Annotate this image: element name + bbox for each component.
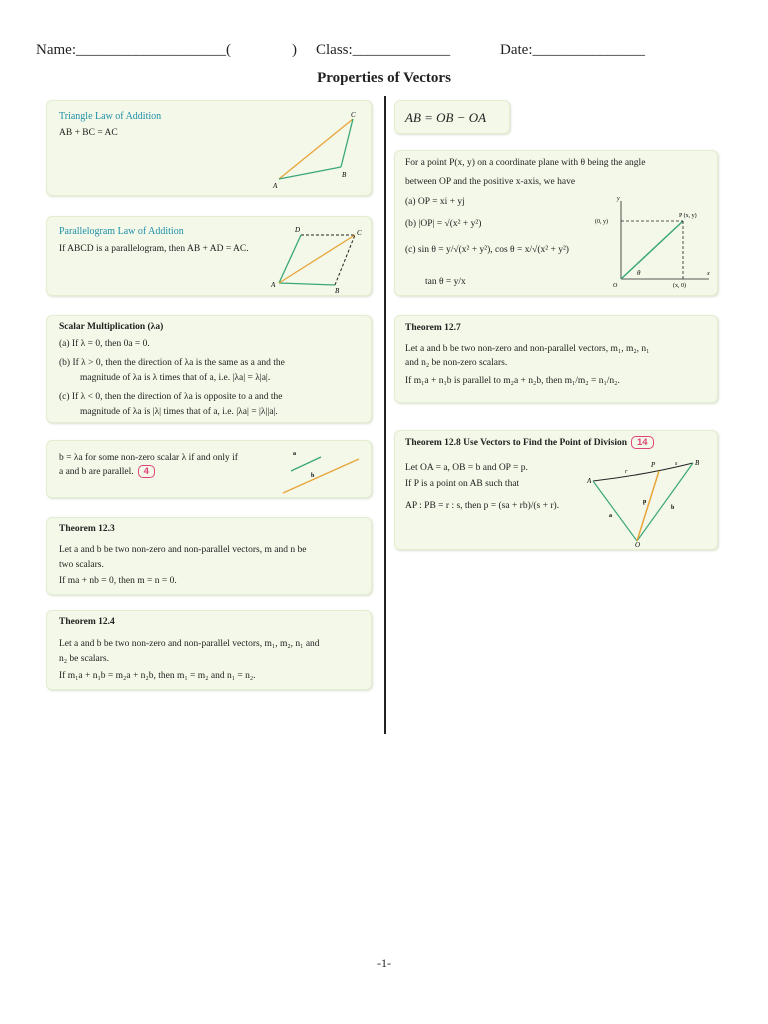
parallel-condition-box — [46, 440, 372, 498]
label-vector-a: a — [293, 451, 296, 457]
vector-op — [621, 221, 683, 279]
ab-formula: AB = OB − OA — [405, 110, 487, 125]
theorem-12-4-line1: Let a and b be two non-zero and non-parallel vectors, m₁, m₂, n₁ and — [59, 639, 320, 649]
theorem-12-3-line2: two scalars. — [59, 560, 104, 570]
scalar-item-a: (a) If λ = 0, then 0a = 0. — [59, 339, 150, 349]
division-label-r: r — [625, 469, 628, 475]
coord-line1: For a point P(x, y) on a coordinate plane with θ being the angle — [405, 158, 646, 168]
triangle-law-title: Triangle Law of Addition — [59, 111, 162, 122]
division-label-p: P — [651, 461, 656, 469]
para-label-c: C — [357, 229, 362, 237]
coord-item-c: (c) sin θ = y/√(x² + y²), cos θ = x/√(x² + y²) — [405, 245, 569, 255]
division-label-a: A — [587, 477, 592, 485]
parallel-condition-text: a and b are parallel. — [59, 467, 134, 477]
triangle-label-a: A — [273, 182, 278, 190]
name-field: Name:____________________( — [36, 42, 231, 58]
theorem-12-3-line3: If ma + nb = 0, then m = n = 0. — [59, 576, 177, 586]
scalar-multiplication-box — [46, 315, 372, 423]
coord-item-a: (a) OP = xi + yj — [405, 197, 465, 207]
theorem-12-4-title: Theorem 12.4 — [59, 617, 115, 627]
vector-a-arrow — [291, 457, 321, 471]
theorem-12-8-title: Theorem 12.8 Use Vectors to Find the Point of Division — [405, 438, 628, 448]
graph-x-zero-label: (x, 0) — [673, 283, 686, 289]
theorem-12-8-heading — [405, 436, 654, 450]
scalar-item-b-line1: (b) If λ > 0, then the direction of λa is the same as a and the — [59, 358, 285, 368]
worksheet-header — [36, 42, 736, 64]
graph-point-p-label: P (x, y) — [679, 213, 697, 219]
division-label-b: B — [695, 459, 700, 467]
vector-op-line — [637, 471, 659, 541]
theorem-12-8-line3: AP : PB = r : s, then p = (sa + rb)/(s + r). — [405, 501, 560, 511]
coord-item-b: (b) |OP| = √(x² + y²) — [405, 219, 482, 229]
theorem-12-7-line1: Let a and b be two non-zero and non-parallel vectors, m₁, m₂, n₁ — [405, 344, 650, 354]
theorem-12-3-box — [46, 517, 372, 595]
scalar-item-b-line2: magnitude of λa is λ times that of a, i.e. |λa| = λ|a|. — [80, 373, 271, 383]
point-of-division-diagram — [585, 453, 709, 547]
para-label-a: A — [271, 281, 276, 289]
graph-origin-label: O — [613, 283, 618, 289]
page-title: Properties of Vectors — [317, 70, 451, 86]
label-vector-b: b — [311, 473, 315, 479]
scalar-item-c-line2: magnitude of λa is |λ| times that of a, i.e. |λa| = |λ||a|. — [80, 407, 278, 417]
triangle-law-formula: AB + BC = AC — [59, 128, 118, 138]
vector-bc — [341, 119, 353, 167]
column-divider — [384, 96, 386, 734]
theorem-12-7-line2: and n₂ be non-zero scalars. — [405, 358, 508, 368]
triangle-label-c: C — [351, 111, 356, 119]
coordinate-graph — [591, 191, 715, 291]
parallelogram-law-diagram — [269, 223, 367, 293]
graph-theta-label: θ — [637, 269, 641, 277]
theorem-12-8-box — [394, 430, 718, 550]
vector-ab-para — [279, 283, 335, 285]
class-field: Class:_____________ — [316, 42, 451, 58]
parallel-vectors-diagram — [275, 449, 369, 495]
theorem-12-8-line1: Let OA = a, OB = b and OP = p. — [405, 463, 528, 473]
graph-y-label: y — [617, 196, 620, 202]
vector-b-arrow — [283, 459, 359, 493]
coordinate-plane-box — [394, 150, 718, 296]
name-paren-close: ) — [292, 42, 297, 58]
side-bc — [335, 235, 355, 285]
graph-zero-y-label: (0, y) — [595, 219, 608, 225]
triangle-law-diagram — [267, 109, 367, 191]
theorem-12-3-title: Theorem 12.3 — [59, 524, 115, 534]
coord-tan: tan θ = y/x — [425, 277, 466, 287]
triangle-law-box — [46, 100, 372, 196]
division-label-s: s — [675, 461, 678, 467]
division-label-vec-p: p — [643, 499, 647, 505]
vector-oa-line — [593, 481, 637, 541]
theorem-12-7-box — [394, 315, 718, 403]
date-field: Date:_______________ — [500, 42, 645, 58]
division-label-vec-b: b — [671, 505, 675, 511]
para-label-b: B — [335, 287, 340, 293]
page-number: -1- — [377, 956, 391, 970]
division-label-o: O — [635, 541, 641, 547]
theorem-12-4-line3: If m₁a + n₁b = m₂a + n₂b, then m₁ = m₂ and n₁ = n₂. — [59, 671, 256, 681]
parallel-condition-line2 — [59, 465, 155, 479]
scalar-item-c-line1: (c) If λ < 0, then the direction of λa is opposite to a and the — [59, 392, 283, 402]
theorem-12-7-title: Theorem 12.7 — [405, 323, 461, 333]
ab-formula-box — [394, 100, 510, 134]
parallelogram-law-text: If ABCD is a parallelogram, then AB + AD = AC. — [59, 244, 249, 254]
parallelogram-law-title: Parallelogram Law of Addition — [59, 226, 184, 237]
coord-line2: between OP and the positive x-axis, we have — [405, 177, 576, 187]
triangle-label-b: B — [342, 171, 347, 179]
parallelogram-law-box — [46, 216, 372, 296]
para-label-d: D — [295, 226, 301, 234]
theorem-12-3-line1: Let a and b be two non-zero and non-parallel vectors, m and n be — [59, 545, 307, 555]
division-label-vec-a: a — [609, 513, 612, 519]
theorem-12-7-line3: If m₁a + n₁b is parallel to m₂a + n₂b, then m₁/m₂ = n₁/n₂. — [405, 376, 620, 386]
vector-ac — [279, 119, 353, 179]
reference-badge-4: 4 — [138, 465, 155, 478]
theorem-12-4-box — [46, 610, 372, 690]
reference-badge-14: 14 — [631, 436, 654, 449]
theorem-12-8-line2: If P is a point on AB such that — [405, 479, 520, 489]
scalar-title: Scalar Multiplication (λa) — [59, 322, 164, 332]
graph-x-label: x — [707, 271, 710, 277]
parallel-condition-line1: b = λa for some non-zero scalar λ if and only if — [59, 453, 238, 463]
vector-ab — [279, 167, 341, 179]
theorem-12-4-line2: n₂ be scalars. — [59, 654, 110, 664]
segment-ab — [593, 463, 693, 481]
